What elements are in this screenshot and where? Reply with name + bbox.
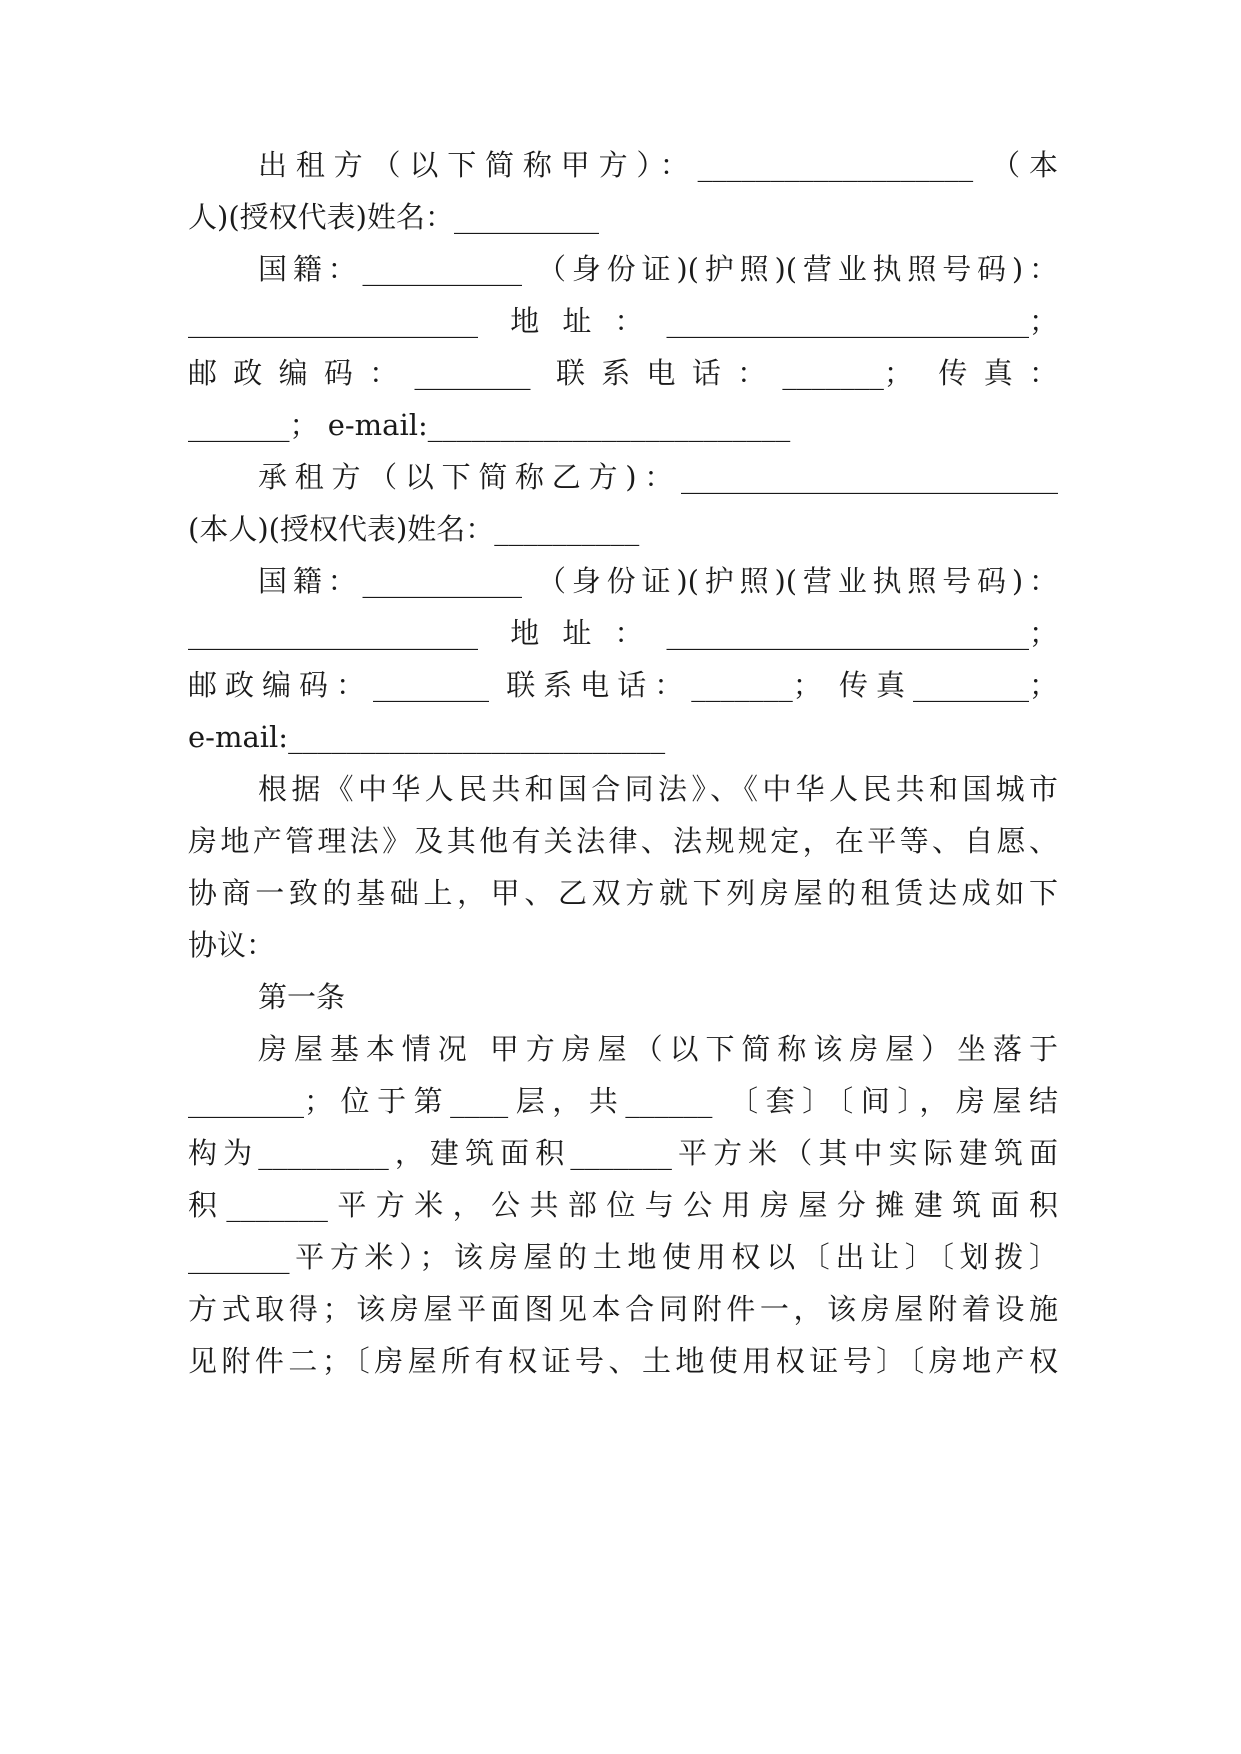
lessor-line: 出租方（以下简称甲方）：___________________ （本 — [258, 148, 1058, 182]
article-1-line-6: 方式取得；该房屋平面图见本合同附件一，该房屋附着设施 — [188, 1292, 1058, 1326]
preamble-line-1: 根据《中华人民共和国合同法》、《中华人民共和国城市 — [258, 772, 1058, 806]
lessee-email-line: e-mail:__________________________ — [188, 720, 666, 754]
article-1-line-7: 见附件二；〔房屋所有权证号、土地使用权证号〕〔房地产权 — [188, 1344, 1058, 1378]
article-1-line-1: 房屋基本情况 甲方房屋（以下简称该房屋）坐落于 — [258, 1032, 1058, 1066]
article-1-line-3: 构为_________，建筑面积_______平方米（其中实际建筑面 — [188, 1136, 1058, 1170]
lessee-nationality-line: 国籍：___________ （身份证)(护照)(营业执照号码)： — [258, 564, 1058, 598]
preamble-line-4: 协议： — [188, 928, 276, 962]
article-heading: 第一条 — [258, 980, 346, 1014]
lessor-nationality-line: 国籍：___________ （身份证)(护照)(营业执照号码)： — [258, 252, 1058, 286]
article-1-line-4: 积_______平方米，公共部位与公用房屋分摊建筑面积 — [188, 1188, 1058, 1222]
lessee-address-line: ____________________ 地址：_________________________； — [188, 616, 1058, 650]
preamble-line-3: 协商一致的基础上，甲、乙双方就下列房屋的租赁达成如下 — [188, 876, 1058, 910]
lessee-line: 承租方（以下简称乙方)：__________________________ — [258, 460, 1058, 494]
lessee-contact-line: 邮政编码：________ 联系电话：_______； 传真________； — [188, 668, 1058, 702]
lessor-contact-line: 邮政编码：________ 联系电话：_______； 传真： — [188, 356, 1058, 390]
article-1-line-2: ________；位于第____层，共______ 〔套〕〔间〕，房屋结 — [188, 1084, 1058, 1118]
lessor-email-line: _______； e-mail:_________________________ — [188, 408, 791, 442]
lessee-name-line: (本人)(授权代表)姓名：__________ — [188, 512, 640, 546]
lessor-name-line: 人)(授权代表)姓名：__________ — [188, 200, 599, 234]
preamble-line-2: 房地产管理法》及其他有关法律、法规规定，在平等、自愿、 — [188, 824, 1058, 858]
article-1-line-5: _______平方米）；该房屋的土地使用权以〔出让〕〔划拨〕 — [188, 1240, 1058, 1274]
lessor-address-line: ____________________ 地址：_________________________； — [188, 304, 1058, 338]
